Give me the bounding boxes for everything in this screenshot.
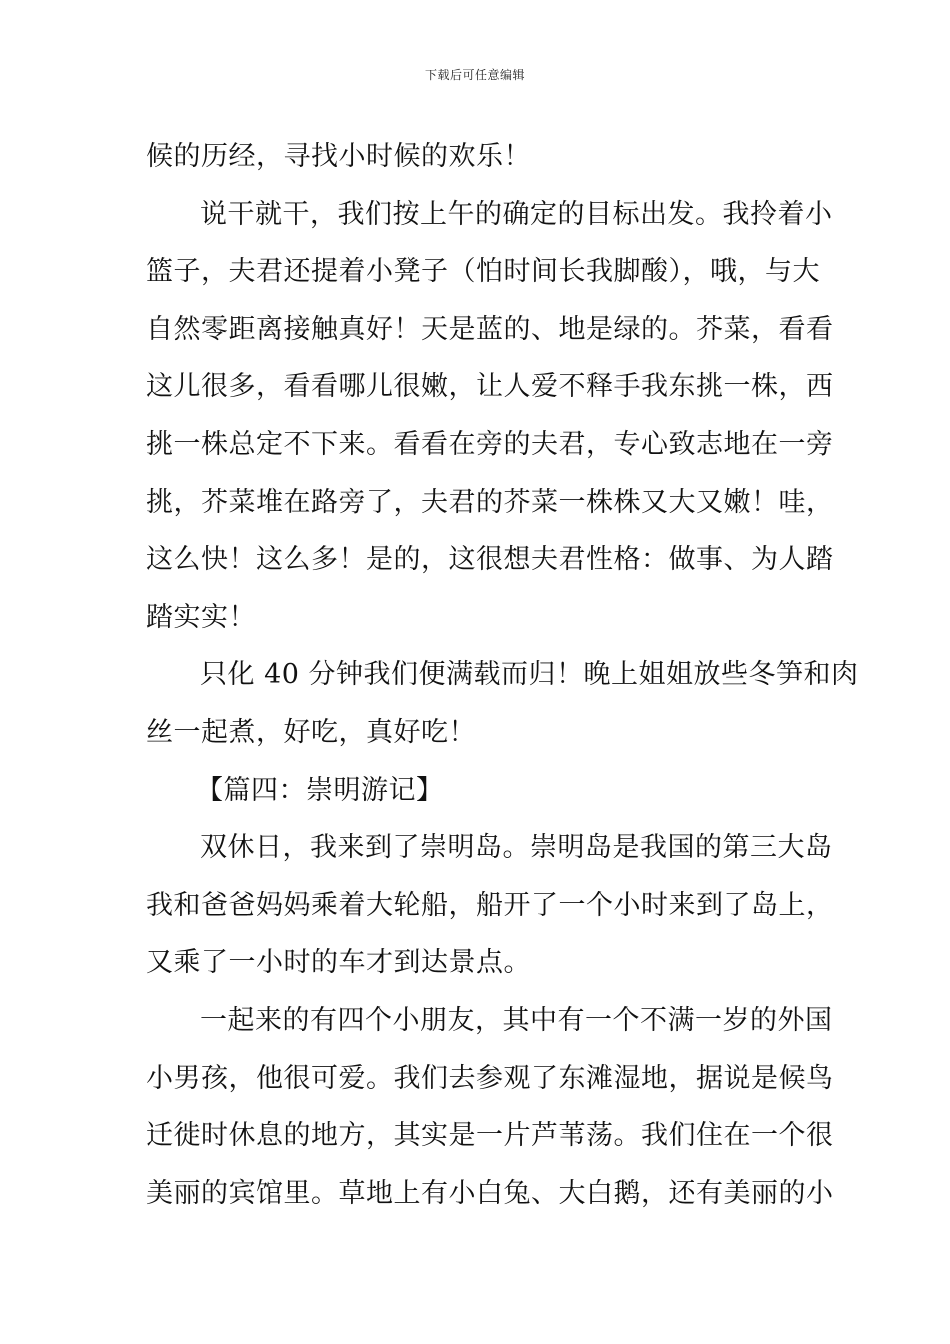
text-line: 自然零距离接触真好！天是蓝的、地是绿的。芥菜，看看 xyxy=(146,313,834,345)
text-line: 迁徙时休息的地方，其实是一片芦苇荡。我们住在一个很 xyxy=(146,1120,834,1152)
text-line: 踏实实！ xyxy=(146,601,256,633)
text-line: 篮子，夫君还提着小凳子（怕时间长我脚酸），哦，与大 xyxy=(146,256,820,288)
page-header-note: 下载后可任意编辑 xyxy=(424,68,525,82)
text-line: 挑，芥菜堆在路旁了，夫君的芥菜一株株又大又嫩！哇， xyxy=(146,486,834,518)
text-line: 又乘了一小时的车才到达景点。 xyxy=(146,947,531,979)
document-body xyxy=(146,128,859,1222)
text-line: 说干就干，我们按上午的确定的目标出发。我拎着小 xyxy=(200,198,833,230)
text-line: 我和爸爸妈妈乘着大轮船，船开了一个小时来到了岛上， xyxy=(146,889,834,921)
text-line: 一起来的有四个小朋友，其中有一个不满一岁的外国 xyxy=(200,1004,833,1036)
text-line: 小男孩，他很可爱。我们去参观了东滩湿地，据说是候鸟 xyxy=(146,1062,834,1094)
section-heading: 【篇四：崇明游记】 xyxy=(196,774,444,806)
text-line: 双休日，我来到了崇明岛。崇明岛是我国的第三大岛 xyxy=(200,832,833,864)
text-line: 丝一起煮，好吃，真好吃！ xyxy=(146,716,476,748)
text-line: 美丽的宾馆里。草地上有小白兔、大白鹅，还有美丽的小 xyxy=(146,1177,834,1209)
text-line: 挑一株总定不下来。看看在旁的夫君，专心致志地在一旁 xyxy=(146,428,834,460)
text-line: 这么快！这么多！是的，这很想夫君性格：做事、为人踏 xyxy=(146,544,834,576)
text-line: 只化 40 分钟我们便满载而归！晚上姐姐放些冬笋和肉 xyxy=(200,659,859,691)
text-line: 候的历经，寻找小时候的欢乐！ xyxy=(146,141,531,172)
text-line: 这儿很多，看看哪儿很嫩，让人爱不释手我东挑一株，西 xyxy=(146,371,834,403)
